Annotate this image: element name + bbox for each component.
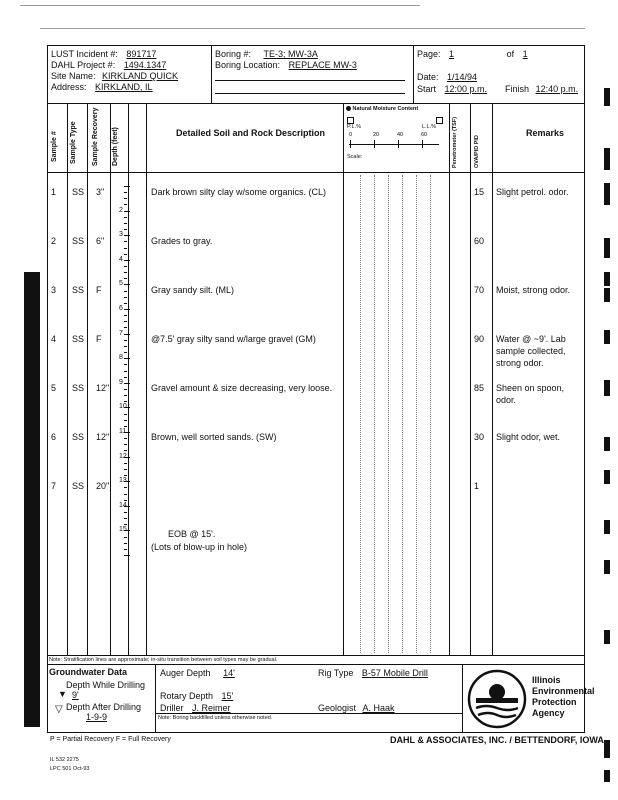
depth-tick xyxy=(124,235,130,236)
edge-mark xyxy=(604,740,610,758)
depth-tick xyxy=(124,248,127,249)
sample-recovery: 20" xyxy=(96,481,110,491)
scale-tick xyxy=(350,140,351,148)
sample-num: 4 xyxy=(51,334,57,344)
backfill-note: Note: Boring backfilled unless otherwise noted. xyxy=(158,715,273,721)
col-line xyxy=(87,103,88,655)
depth-tick xyxy=(124,494,127,495)
sample-description: @7.5' gray silty sand w/large gravel (GM) xyxy=(151,334,316,344)
depth-tick xyxy=(124,334,130,335)
depth-while-label: Depth While Drilling xyxy=(66,680,146,690)
scale-axis xyxy=(349,144,439,145)
ll-label: L.L.% xyxy=(422,124,437,130)
col-sample-type: Sample Type xyxy=(70,121,77,164)
depth-tick xyxy=(124,278,127,279)
depth-tick xyxy=(124,414,127,415)
depth-tick xyxy=(124,352,127,353)
depth-tick xyxy=(124,260,130,261)
depth-label: 12 xyxy=(119,452,127,460)
depth-tick xyxy=(124,321,127,322)
depth-tick xyxy=(124,444,127,445)
depth-tick xyxy=(124,315,127,316)
recovery-legend: P = Partial Recovery F = Full Recovery xyxy=(50,736,171,743)
sample-description: Brown, well sorted sands. (SW) xyxy=(151,432,277,442)
scale-0: 0 xyxy=(349,132,353,138)
col-depth: Depth (feet) xyxy=(112,127,119,166)
edge-mark xyxy=(604,88,610,106)
depth-tick xyxy=(124,475,127,476)
depth-tick xyxy=(124,309,130,310)
rig-type-value: B-57 Mobile Drill xyxy=(361,668,428,678)
col-sample-recovery: Sample Recovery xyxy=(92,107,99,166)
edge-mark xyxy=(604,520,610,534)
depth-tick xyxy=(124,327,127,328)
depth-tick xyxy=(124,198,127,199)
depth-tick xyxy=(124,223,127,224)
ova-pid-value: 30 xyxy=(474,432,485,442)
auger-depth: Auger Depth 14' xyxy=(160,668,293,678)
sample-remarks: Water @ ~9'. Lab sample collected, strong odor. xyxy=(496,334,566,368)
depth-tick xyxy=(124,254,127,255)
grid-dots xyxy=(402,175,404,653)
col-moisture: Natural Moisture Content xyxy=(346,106,418,112)
footer-divider xyxy=(47,664,585,665)
sample-type: SS xyxy=(72,334,85,344)
sample-recovery: F xyxy=(96,285,102,295)
company-name: DAHL & ASSOCIATES, INC. / BETTENDORF, IOWA xyxy=(390,735,604,745)
col-line xyxy=(67,103,68,655)
scale-60: 60 xyxy=(421,132,428,138)
page-field: Page: 1 of 1 xyxy=(417,49,568,59)
depth-after-value: 1-9-9 xyxy=(86,712,108,722)
depth-tick xyxy=(124,389,127,390)
col-remarks: Remarks xyxy=(526,128,565,138)
sample-description: Gravel amount & size decreasing, very loose. xyxy=(151,383,333,393)
sample-num: 2 xyxy=(51,236,57,246)
col-penetrometer: Penetrometer (TSF) xyxy=(452,116,458,168)
depth-tick xyxy=(124,272,127,273)
sample-num: 1 xyxy=(51,187,57,197)
grid-dots xyxy=(416,175,418,653)
geologist-value: A. Haak xyxy=(362,703,395,713)
edge-mark xyxy=(604,470,610,484)
col-line xyxy=(470,103,471,655)
depth-label: 10 xyxy=(119,403,127,411)
depth-tick xyxy=(124,401,127,402)
boring-location-value: REPLACE MW-3 xyxy=(288,60,357,70)
scale-20: 20 xyxy=(373,132,380,138)
depth-while-value: 9' xyxy=(72,690,79,700)
footer-divider xyxy=(155,713,462,714)
depth-tick xyxy=(124,543,127,544)
bullet-icon xyxy=(346,106,351,111)
depth-tick xyxy=(124,426,127,427)
agency-name: Illinois Environmental Protection Agency xyxy=(532,675,595,718)
edge-mark xyxy=(604,437,610,451)
sample-type: SS xyxy=(72,481,85,491)
depth-tick xyxy=(124,549,127,550)
col-line xyxy=(449,103,450,655)
depth-label: 7 xyxy=(119,329,123,337)
depth-tick xyxy=(124,469,127,470)
col-description: Detailed Soil and Rock Description xyxy=(176,128,326,138)
sample-recovery: 12" xyxy=(96,432,110,442)
col-ova-pid: OVA/PID PID xyxy=(474,135,480,168)
lust-incident-value: 891717 xyxy=(126,49,157,59)
dahl-project: DAHL Project #: 1494.1347 xyxy=(51,60,204,70)
depth-tick xyxy=(124,229,127,230)
col-line xyxy=(110,103,111,655)
of-label: of xyxy=(506,49,515,59)
depth-tick xyxy=(124,186,130,187)
sample-type: SS xyxy=(72,432,85,442)
ova-pid-value: 90 xyxy=(474,334,485,344)
ll-box-icon xyxy=(436,117,443,124)
sample-description: Dark brown silty clay w/some organics. (CL) xyxy=(151,187,327,197)
depth-label: 3 xyxy=(119,231,123,239)
edge-mark xyxy=(604,380,610,396)
footer-divider-v xyxy=(462,664,463,733)
depth-label: 2 xyxy=(119,206,123,214)
sample-num: 3 xyxy=(51,285,57,295)
depth-tick xyxy=(124,364,127,365)
edge-mark xyxy=(604,560,610,574)
depth-tick xyxy=(124,395,127,396)
ova-pid-value: 15 xyxy=(474,187,485,197)
driller: Driller J. Reimer xyxy=(160,703,282,713)
site-name: Site Name: KIRKLAND QUICK xyxy=(51,71,212,81)
of-value: 1 xyxy=(522,49,528,59)
sample-type: SS xyxy=(72,187,85,197)
grid-dots xyxy=(430,175,432,653)
auger-depth-value: 14' xyxy=(223,668,235,678)
col-line xyxy=(146,103,147,655)
sample-num: 6 xyxy=(51,432,57,442)
sample-recovery: 12" xyxy=(96,383,110,393)
eob-text: EOB @ 15'. xyxy=(168,529,216,539)
geologist: Geologist A. Haak xyxy=(318,703,423,713)
pl-label: P.L.% xyxy=(347,124,361,130)
scale-tick xyxy=(398,140,399,148)
water-level-icon: ▼ xyxy=(58,689,67,699)
address-value: KIRKLAND, IL xyxy=(95,82,153,92)
depth-tick xyxy=(124,358,130,359)
sample-recovery: 3" xyxy=(96,187,105,197)
sample-num: 7 xyxy=(51,481,57,491)
groundwater-title: Groundwater Data xyxy=(49,667,128,677)
sample-type: SS xyxy=(72,383,85,393)
depth-tick xyxy=(124,420,127,421)
depth-label: 15 xyxy=(119,526,127,534)
rotary-depth: Rotary Depth 15' xyxy=(160,691,282,701)
site-name-value: KIRKLAND QUICK xyxy=(102,71,179,81)
sample-type: SS xyxy=(72,285,85,295)
sample-remarks: Sheen on spoon, odor. xyxy=(496,383,565,405)
date-value: 1/14/94 xyxy=(447,72,478,82)
depth-tick xyxy=(124,438,127,439)
depth-tick xyxy=(124,383,130,384)
sample-type: SS xyxy=(72,236,85,246)
ova-pid-value: 1 xyxy=(474,481,480,491)
stratification-note: Note: Stratification lines are approximate; in-situ transition between soil types may be gradual. xyxy=(49,657,278,663)
finish-value: 12:40 p.m. xyxy=(535,84,579,94)
driller-value: J. Reimer xyxy=(192,703,231,713)
form-code-2: LPC 501 Oct-93 xyxy=(50,766,90,772)
depth-tick xyxy=(124,346,127,347)
start-value: 12:00 p.m. xyxy=(444,84,488,94)
finish-label: Finish xyxy=(505,84,530,94)
depth-tick xyxy=(124,500,127,501)
edge-mark xyxy=(604,288,610,302)
depth-label: 9 xyxy=(119,378,123,386)
depth-tick xyxy=(124,518,127,519)
ova-pid-value: 85 xyxy=(474,383,485,393)
address: Address: KIRKLAND, IL xyxy=(51,82,205,92)
header-divider-v xyxy=(413,45,414,103)
depth-label: 8 xyxy=(119,354,123,362)
depth-tick xyxy=(124,192,127,193)
depth-tick xyxy=(124,303,127,304)
ova-pid-value: 70 xyxy=(474,285,485,295)
grid-dots xyxy=(374,175,376,653)
page-value: 1 xyxy=(449,49,455,59)
water-level-after-icon: ▽ xyxy=(55,704,63,715)
boring-number: Boring #: TE-3; MW-3A xyxy=(215,49,384,59)
depth-label: 14 xyxy=(119,501,127,509)
sample-remarks: Slight odor, wet. xyxy=(496,432,561,442)
eob-note: (Lots of blow-up in hole) xyxy=(151,542,248,552)
col-line xyxy=(343,103,344,655)
depth-tick xyxy=(124,291,127,292)
form-code-1: IL 532 2275 xyxy=(50,757,79,763)
footer-divider-v xyxy=(155,664,156,733)
depth-label: 5 xyxy=(119,280,123,288)
footer-divider xyxy=(47,655,585,656)
sample-remarks: Moist, strong odor. xyxy=(496,285,571,295)
scale-label: Scale: xyxy=(347,154,363,160)
edge-mark xyxy=(604,148,610,170)
edge-mark xyxy=(604,183,610,205)
edge-mark xyxy=(604,330,610,344)
depth-tick xyxy=(124,284,130,285)
depth-tick xyxy=(124,371,127,372)
depth-tick xyxy=(124,266,127,267)
dahl-project-value: 1494.1347 xyxy=(123,60,167,70)
depth-tick xyxy=(124,512,127,513)
depth-tick xyxy=(124,217,127,218)
edge-mark xyxy=(604,770,610,782)
pl-box-icon xyxy=(347,117,354,124)
scan-line xyxy=(20,5,420,6)
grid-dots xyxy=(360,175,362,653)
ova-pid-value: 60 xyxy=(474,236,485,246)
depth-tick xyxy=(124,537,127,538)
depth-after-label: Depth After Drilling xyxy=(66,702,142,712)
scale-tick xyxy=(422,140,423,148)
depth-tick xyxy=(124,211,130,212)
depth-label: 11 xyxy=(119,428,127,435)
sample-remarks: Slight petrol. odor. xyxy=(496,187,569,197)
depth-tick xyxy=(124,450,127,451)
depth-tick xyxy=(124,340,127,341)
sample-description: Gray sandy silt. (ML) xyxy=(151,285,235,295)
sample-num: 5 xyxy=(51,383,57,393)
edge-mark xyxy=(604,272,610,286)
depth-tick xyxy=(124,487,127,488)
col-sample-num: Sample # xyxy=(51,131,58,162)
depth-tick xyxy=(124,463,127,464)
edge-mark xyxy=(604,630,610,644)
scale-tick xyxy=(374,140,375,148)
depth-tick xyxy=(124,204,127,205)
iepa-logo-icon xyxy=(466,668,528,730)
grid-dots xyxy=(388,175,390,653)
boring-number-value: TE-3; MW-3A xyxy=(263,49,318,59)
depth-tick xyxy=(124,297,127,298)
date-field: Date: 1/14/94 xyxy=(417,72,497,82)
sample-recovery: 6" xyxy=(96,236,105,246)
sample-recovery: F xyxy=(96,334,102,344)
boring-location: Boring Location: REPLACE MW-3 xyxy=(215,60,409,70)
depth-tick xyxy=(124,524,127,525)
depth-label: 13 xyxy=(119,477,127,485)
rotary-depth-value: 15' xyxy=(221,691,234,701)
scan-line xyxy=(40,28,585,29)
depth-tick xyxy=(124,377,127,378)
blank-line xyxy=(215,80,405,81)
sample-description: Grades to gray. xyxy=(151,236,213,246)
blank-line xyxy=(215,93,405,94)
depth-label: 6 xyxy=(119,305,123,312)
edge-mark xyxy=(604,238,610,258)
depth-tick xyxy=(124,555,130,556)
scan-edge-bar xyxy=(24,272,40,727)
depth-label: 4 xyxy=(119,255,123,263)
start-field: Start 12:00 p.m. Finish 12:40 p.m. xyxy=(417,84,579,94)
depth-tick xyxy=(124,241,127,242)
scale-40: 40 xyxy=(397,132,404,138)
lust-incident: LUST Incident #: 891717 xyxy=(51,49,206,59)
rig-type: Rig Type B-57 Mobile Drill xyxy=(318,668,442,678)
